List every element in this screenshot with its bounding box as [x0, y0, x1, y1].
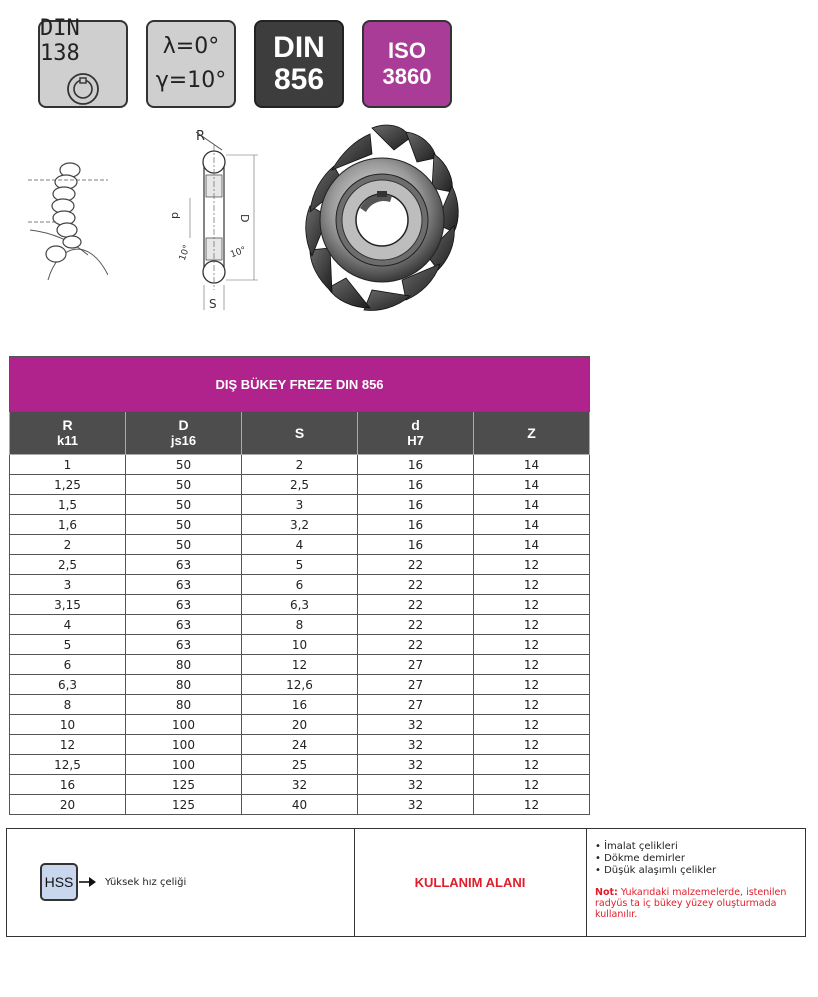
hss-label: Yüksek hız çeliği	[105, 877, 187, 888]
table-title-row	[10, 357, 590, 412]
table-cell: 12	[474, 795, 590, 815]
table-row	[10, 555, 590, 575]
table-cell: 3,2	[242, 515, 358, 535]
table-cell: 14	[474, 495, 590, 515]
table-cell: 12	[10, 735, 126, 755]
material-cell	[7, 829, 355, 936]
table-cell: 2	[242, 455, 358, 475]
din138-text: DIN 138	[40, 16, 80, 66]
table-cell: 80	[126, 655, 242, 675]
hss-badge: HSS	[40, 863, 78, 901]
table-cell: 10	[10, 715, 126, 735]
table-row	[10, 755, 590, 775]
table-cell: 27	[358, 695, 474, 715]
table-cell: 125	[126, 795, 242, 815]
table-cell: 12,5	[10, 755, 126, 775]
cross-section-diagram	[160, 120, 270, 315]
table-cell: 27	[358, 675, 474, 695]
table-cell: 12	[474, 715, 590, 735]
table-cell: 5	[10, 635, 126, 655]
material-item: • Düşük alaşımlı çelikler	[595, 865, 717, 876]
iso-number: 3860	[382, 64, 432, 89]
table-cell: 8	[10, 695, 126, 715]
table-cell: 14	[474, 535, 590, 555]
table-cell: 1,6	[10, 515, 126, 535]
table-cell: 12	[474, 655, 590, 675]
din-number: 856	[273, 63, 325, 96]
usage-cell	[354, 829, 587, 936]
table-cell: 100	[126, 715, 242, 735]
table-row	[10, 535, 590, 555]
table-cell: 12	[474, 695, 590, 715]
table-cell: 10	[242, 635, 358, 655]
iso-text: ISO	[388, 38, 426, 63]
table-cell: 8	[242, 615, 358, 635]
table-cell: 12	[474, 755, 590, 775]
table-cell: 16	[358, 535, 474, 555]
table-row	[10, 735, 590, 755]
table-title: DIŞ BÜKEY FREZE DIN 856	[10, 357, 590, 412]
table-cell: 22	[358, 635, 474, 655]
table-cell: 32	[358, 715, 474, 735]
iso3860-badge	[362, 20, 452, 108]
label-d: d	[169, 212, 182, 219]
table-cell: 6,3	[10, 675, 126, 695]
table-cell: 32	[358, 755, 474, 775]
table-cell: 12	[474, 615, 590, 635]
table-cell: 12	[474, 575, 590, 595]
table-cell: 50	[126, 475, 242, 495]
din-text: DIN	[273, 31, 325, 64]
material-item: • Dökme demirler	[595, 853, 685, 864]
table-row	[10, 455, 590, 475]
table-cell: 16	[358, 515, 474, 535]
table-cell: 12,6	[242, 675, 358, 695]
table-cell: 16	[358, 455, 474, 475]
table-cell: 63	[126, 575, 242, 595]
table-row	[10, 635, 590, 655]
header-d: d H7	[358, 412, 474, 455]
table-cell: 16	[242, 695, 358, 715]
table-cell: 22	[358, 615, 474, 635]
table-cell: 1	[10, 455, 126, 475]
table-cell: 22	[358, 595, 474, 615]
table-cell: 4	[10, 615, 126, 635]
table-cell: 25	[242, 755, 358, 775]
header-R: R k11	[10, 412, 126, 455]
table-cell: 6,3	[242, 595, 358, 615]
material-item: • İmalat çelikleri	[595, 841, 678, 852]
label-S: S	[209, 297, 217, 311]
table-cell: 22	[358, 555, 474, 575]
din856-badge	[254, 20, 344, 108]
table-cell: 63	[126, 635, 242, 655]
din138-badge	[38, 16, 128, 108]
table-cell: 22	[358, 575, 474, 595]
header-D: D js16	[126, 412, 242, 455]
table-cell: 16	[358, 495, 474, 515]
table-cell: 5	[242, 555, 358, 575]
table-cell: 32	[358, 795, 474, 815]
table-cell: 80	[126, 675, 242, 695]
table-cell: 14	[474, 475, 590, 495]
table-cell: 12	[474, 675, 590, 695]
table-cell: 12	[474, 555, 590, 575]
table-cell: 12	[242, 655, 358, 675]
table-cell: 12	[474, 595, 590, 615]
table-cell: 20	[10, 795, 126, 815]
table-cell: 6	[242, 575, 358, 595]
spec-table	[9, 356, 590, 815]
table-row	[10, 715, 590, 735]
table-cell: 12	[474, 735, 590, 755]
table-cell: 4	[242, 535, 358, 555]
table-cell: 2,5	[242, 475, 358, 495]
table-cell: 20	[242, 715, 358, 735]
material-list	[595, 841, 716, 877]
table-cell: 3	[10, 575, 126, 595]
table-cell: 100	[126, 735, 242, 755]
label-D: D	[238, 214, 251, 223]
table-row	[10, 515, 590, 535]
table-row	[10, 775, 590, 795]
table-cell: 12	[474, 775, 590, 795]
table-row	[10, 655, 590, 675]
table-cell: 50	[126, 535, 242, 555]
table-row	[10, 475, 590, 495]
table-cell: 14	[474, 515, 590, 535]
table-cell: 32	[358, 735, 474, 755]
lambda-text: λ=0°	[162, 34, 220, 59]
table-row	[10, 795, 590, 815]
table-row	[10, 675, 590, 695]
table-cell: 12	[474, 635, 590, 655]
table-cell: 16	[358, 475, 474, 495]
table-cell: 63	[126, 595, 242, 615]
table-cell: 63	[126, 555, 242, 575]
table-cell: 14	[474, 455, 590, 475]
table-row	[10, 575, 590, 595]
arrow-right-icon	[79, 876, 97, 888]
table-cell: 50	[126, 455, 242, 475]
table-cell: 2	[10, 535, 126, 555]
table-cell: 24	[242, 735, 358, 755]
usage-details-cell	[587, 829, 805, 936]
header-Z: Z	[474, 412, 590, 455]
table-cell: 50	[126, 515, 242, 535]
table-cell: 1,5	[10, 495, 126, 515]
table-row	[10, 595, 590, 615]
table-cell: 2,5	[10, 555, 126, 575]
angle-right: 10°	[229, 245, 248, 261]
table-cell: 100	[126, 755, 242, 775]
table-row	[10, 615, 590, 635]
table-cell: 27	[358, 655, 474, 675]
usage-title: KULLANIM ALANI	[414, 875, 526, 890]
keyway-icon	[65, 70, 101, 106]
table-cell: 3,15	[10, 595, 126, 615]
table-cell: 1,25	[10, 475, 126, 495]
table-cell: 16	[10, 775, 126, 795]
label-R: R	[196, 129, 206, 144]
header-S: S	[242, 412, 358, 455]
table-cell: 63	[126, 615, 242, 635]
table-cell: 40	[242, 795, 358, 815]
table-cell: 50	[126, 495, 242, 515]
table-cell: 6	[10, 655, 126, 675]
usage-note: Not: Yukarıdaki malzemelerde, istenilen radyüs ta iç bükey yüzey oluşturmada kullanılır.	[595, 887, 787, 920]
table-cell: 125	[126, 775, 242, 795]
table-header-row	[10, 412, 590, 455]
table-cell: 3	[242, 495, 358, 515]
cutter-image	[292, 120, 472, 320]
table-row	[10, 695, 590, 715]
angle-badge	[146, 20, 236, 108]
gamma-text: γ=10°	[155, 68, 227, 93]
table-row	[10, 495, 590, 515]
angle-left: 10°	[177, 243, 193, 263]
table-cell: 80	[126, 695, 242, 715]
cutting-diagram	[28, 150, 108, 285]
table-cell: 32	[358, 775, 474, 795]
info-box	[6, 828, 806, 937]
table-cell: 32	[242, 775, 358, 795]
